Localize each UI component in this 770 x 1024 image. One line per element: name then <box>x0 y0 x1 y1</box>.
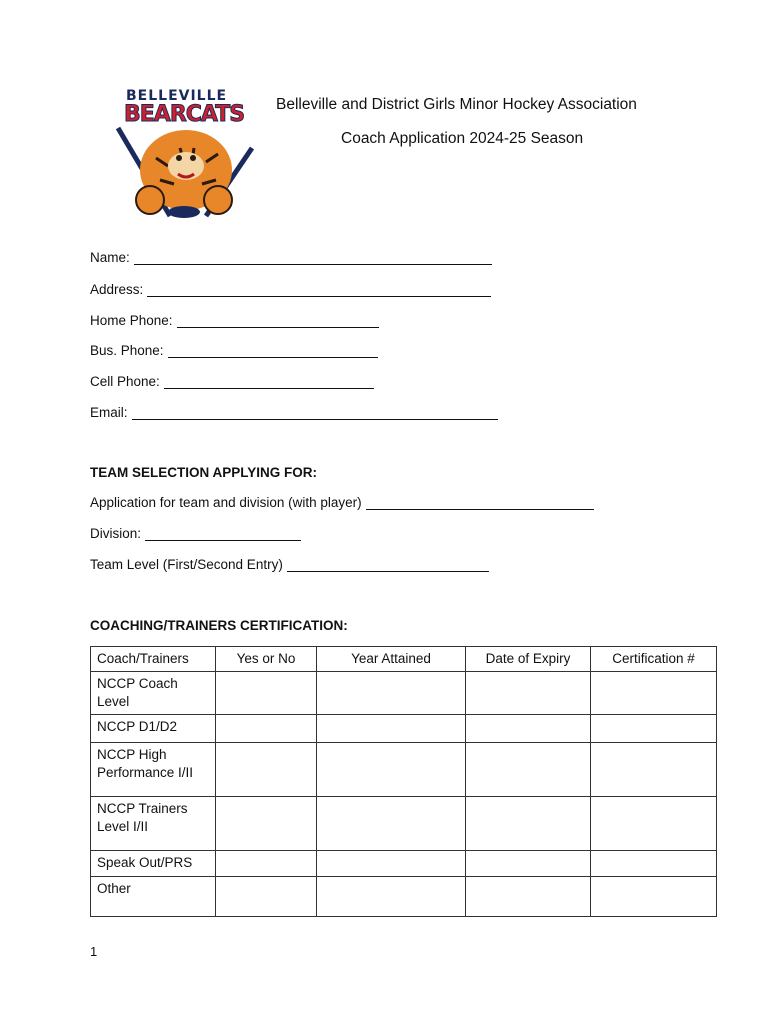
table-cell[interactable] <box>466 715 591 743</box>
table-row <box>91 743 717 797</box>
email-label: Email: <box>90 405 128 420</box>
home-phone-line[interactable] <box>177 313 379 328</box>
cell-phone-label: Cell Phone: <box>90 374 160 389</box>
table-cell[interactable] <box>466 851 591 877</box>
table-cell[interactable] <box>466 672 591 715</box>
bus-phone-label: Bus. Phone: <box>90 343 164 358</box>
table-cell[interactable] <box>216 877 317 917</box>
table-cell[interactable] <box>216 672 317 715</box>
table-cell[interactable] <box>216 851 317 877</box>
division-field[interactable] <box>90 526 301 541</box>
table-cell[interactable] <box>317 743 466 797</box>
table-cell[interactable] <box>591 672 717 715</box>
email-line[interactable] <box>132 405 498 420</box>
certification-table <box>90 646 717 917</box>
table-row <box>91 672 717 715</box>
table-header-row <box>91 647 717 672</box>
row-label: NCCP Coach Level <box>91 672 216 715</box>
page-subtitle: Coach Application 2024-25 Season <box>341 130 584 147</box>
email-field[interactable] <box>90 405 498 420</box>
bearcats-logo <box>110 88 260 224</box>
table-cell[interactable] <box>591 797 717 851</box>
row-label: Other <box>91 877 216 917</box>
home-phone-field[interactable] <box>90 313 379 328</box>
name-label: Name: <box>90 250 130 265</box>
team-level-field[interactable] <box>90 557 489 572</box>
table-cell[interactable] <box>317 877 466 917</box>
bus-phone-line[interactable] <box>168 343 378 358</box>
column-header: Date of Expiry <box>466 647 591 672</box>
team-division-label: Application for team and division (with player) <box>90 495 362 510</box>
table-cell[interactable] <box>317 672 466 715</box>
home-phone-label: Home Phone: <box>90 313 173 328</box>
column-header: Year Attained <box>317 647 466 672</box>
name-field[interactable] <box>90 250 492 265</box>
table-row <box>91 851 717 877</box>
team-selection-heading: TEAM SELECTION APPLYING FOR: <box>90 465 318 480</box>
table-cell[interactable] <box>317 797 466 851</box>
table-row <box>91 877 717 917</box>
name-line[interactable] <box>134 250 492 265</box>
logo-main-text: BEARCATS <box>124 102 245 127</box>
cell-phone-field[interactable] <box>90 374 374 389</box>
team-division-field[interactable] <box>90 495 594 510</box>
table-cell[interactable] <box>466 743 591 797</box>
bus-phone-field[interactable] <box>90 343 378 358</box>
row-label: NCCP Trainers Level I/II <box>91 797 216 851</box>
row-label: NCCP High Performance I/II <box>91 743 216 797</box>
team-level-label: Team Level (First/Second Entry) <box>90 557 283 572</box>
table-cell[interactable] <box>317 715 466 743</box>
table-row <box>91 797 717 851</box>
column-header: Certification # <box>591 647 717 672</box>
address-line[interactable] <box>147 282 491 297</box>
row-label: Speak Out/PRS <box>91 851 216 877</box>
table-cell[interactable] <box>591 715 717 743</box>
column-header: Coach/Trainers <box>91 647 216 672</box>
table-cell[interactable] <box>216 715 317 743</box>
table-cell[interactable] <box>216 743 317 797</box>
table-cell[interactable] <box>591 743 717 797</box>
division-line[interactable] <box>145 526 301 541</box>
table-cell[interactable] <box>591 877 717 917</box>
page-number: 1 <box>90 944 98 959</box>
cell-phone-line[interactable] <box>164 374 374 389</box>
column-header: Yes or No <box>216 647 317 672</box>
table-cell[interactable] <box>466 877 591 917</box>
page-title: Belleville and District Girls Minor Hockey Association <box>276 96 637 113</box>
table-cell[interactable] <box>317 851 466 877</box>
certification-heading: COACHING/TRAINERS CERTIFICATION: <box>90 618 348 633</box>
address-field[interactable] <box>90 282 491 297</box>
team-division-line[interactable] <box>366 495 594 510</box>
division-label: Division: <box>90 526 142 541</box>
table-cell[interactable] <box>216 797 317 851</box>
table-cell[interactable] <box>591 851 717 877</box>
address-label: Address: <box>90 282 144 297</box>
row-label: NCCP D1/D2 <box>91 715 216 743</box>
logo-top-text: BELLEVILLE <box>126 88 228 104</box>
table-cell[interactable] <box>466 797 591 851</box>
table-row <box>91 715 717 743</box>
team-level-line[interactable] <box>287 557 489 572</box>
